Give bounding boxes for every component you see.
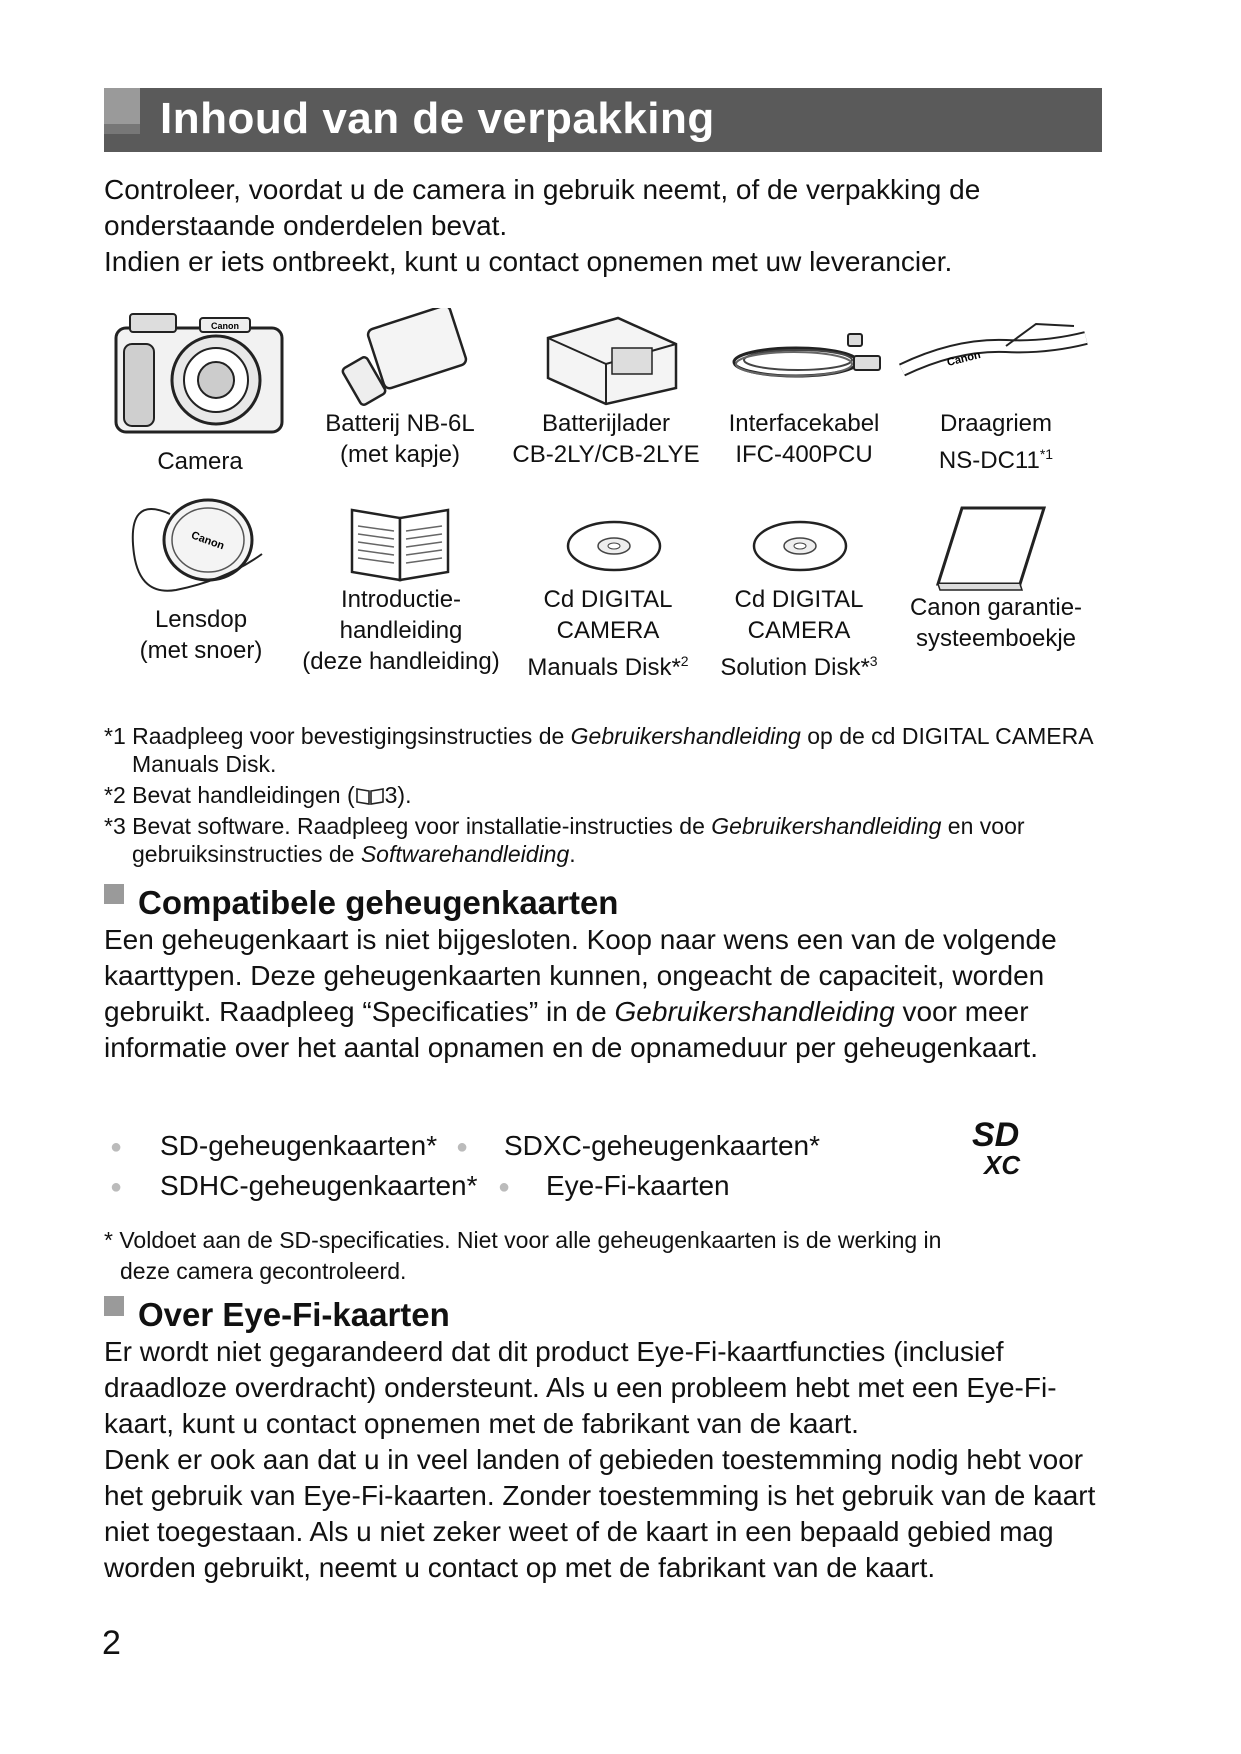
bullet-icon: ● <box>110 1136 123 1158</box>
strap-model: NS-DC11 <box>938 447 1040 474</box>
compat-heading <box>104 884 618 922</box>
eyefi-heading <box>104 1296 450 1334</box>
sdxc-logo-bottom: XC <box>984 1150 1021 1180</box>
card-type-item: SDHC-geheugenkaarten* <box>160 1170 478 1201</box>
footnote-1 <box>104 722 1114 778</box>
solution-disk-label-2: CAMERA <box>747 617 851 644</box>
footnote-3-text-mid: en voor gebruiksinstructies de <box>132 813 1025 867</box>
title-corner-shadow <box>104 124 140 134</box>
footnote-2-page-ref: 3). <box>384 782 412 808</box>
compat-paragraph-emphasis: Gebruikershandleiding <box>614 996 895 1027</box>
warranty-label-1: Canon garantie- <box>909 594 1083 621</box>
card-row <box>104 1130 1104 1170</box>
footnote-3-text: *3 Bevat software. Raadpleeg voor installatie-instructies de <box>104 813 712 839</box>
item-charger <box>508 308 704 470</box>
guide-label-2: handleiding <box>339 617 463 644</box>
page-title: Inhoud van de verpakking <box>160 94 715 143</box>
manuals-disk-footnote-ref: 2 <box>680 653 689 669</box>
compat-footnote <box>104 1225 1104 1287</box>
card-row <box>104 1170 1104 1210</box>
item-lenscap <box>116 484 286 666</box>
footnotes <box>104 722 1114 871</box>
compat-paragraph <box>104 922 1104 1066</box>
footnote-3-emphasis-2: Softwarehandleiding <box>360 841 570 867</box>
lenscap-brand-label: Canon <box>189 529 226 553</box>
item-manuals-disk <box>510 500 706 683</box>
cable-illustration <box>716 308 892 408</box>
footnote-1-text: *1 Raadpleeg voor bevestigingsinstructies de <box>104 723 571 749</box>
footnote-2-text: *2 Bevat handleidingen ( <box>104 782 355 808</box>
lenscap-label-1: Lensdop <box>154 606 248 633</box>
card-type-item: SDXC-geheugenkaarten* <box>504 1130 820 1161</box>
item-battery <box>310 308 490 470</box>
guide-illustration <box>296 500 506 584</box>
cable-label-1: Interfacekabel <box>728 410 880 437</box>
solution-disk-label-3 <box>704 646 894 683</box>
camera-brand-label: Canon <box>211 321 239 331</box>
item-solution-disk <box>704 500 894 683</box>
footnote-3 <box>104 812 1114 868</box>
footnote-1-emphasis: Gebruikershandleiding <box>570 723 801 749</box>
compat-paragraph-text-end: voor meer informatie over het aantal opnamen en de opnameduur per geheugenkaart. <box>104 996 1038 1063</box>
bullet-icon: ● <box>498 1176 511 1198</box>
camera-illustration <box>110 308 290 438</box>
guide-label-3: (deze handleiding) <box>302 648 500 675</box>
manuals-disk-illustration <box>510 500 706 584</box>
strap-brand-label: Canon <box>945 348 982 369</box>
charger-label-2: CB-2LY/CB-2LYE <box>512 441 700 468</box>
eyefi-paragraph-1: Er wordt niet gegarandeerd dat dit product Eye-Fi-kaartfuncties (inclusief draadloze overdracht) ondersteunt. Als u een probleem hebt met een Eye-Fi-kaart, kunt u contact opnemen met de fabrikant van de kaart. <box>104 1336 1057 1439</box>
card-type-item: SD-geheugenkaarten* <box>160 1130 438 1161</box>
item-strap <box>896 308 1096 476</box>
title-corner-mark <box>104 88 140 124</box>
bullet-icon: ● <box>110 1176 123 1198</box>
battery-label-2: (met kapje) <box>339 441 461 468</box>
solution-disk-name: Solution Disk* <box>720 654 870 681</box>
book-icon <box>355 786 385 806</box>
footnote-1-text-end: op de cd DIGITAL CAMERA Manuals Disk. <box>132 723 1093 777</box>
title-bar <box>104 88 1102 152</box>
manuals-disk-label-2: CAMERA <box>556 617 660 644</box>
bullet-icon: ● <box>456 1136 469 1158</box>
charger-illustration <box>508 308 704 408</box>
warranty-label-2: systeemboekje <box>915 625 1077 652</box>
card-type-list <box>104 1130 1104 1210</box>
strap-footnote-ref: *1 <box>1039 446 1054 462</box>
item-guide <box>296 500 506 677</box>
section-marker-icon <box>104 1296 124 1316</box>
intro-line: onderstaande onderdelen bevat. <box>104 210 508 241</box>
compat-footnote-line-2: deze camera gecontroleerd. <box>120 1258 407 1284</box>
strap-label-1: Draagriem <box>939 410 1053 437</box>
cable-label-2: IFC-400PCU <box>735 441 873 468</box>
footnote-3-emphasis-1: Gebruikershandleiding <box>711 813 942 839</box>
solution-disk-footnote-ref: 3 <box>869 653 878 669</box>
footnote-2 <box>104 781 1114 809</box>
warranty-booklet-illustration <box>896 500 1096 592</box>
solution-disk-label-1: Cd DIGITAL <box>734 586 864 613</box>
sdxc-logo-top: SD <box>972 1116 1020 1154</box>
manuals-disk-label-1: Cd DIGITAL <box>543 586 673 613</box>
lenscap-label-2: (met snoer) <box>139 637 263 664</box>
compat-heading-text: Compatibele geheugenkaarten <box>138 884 619 921</box>
item-camera <box>110 308 290 477</box>
strap-label-2 <box>896 439 1096 476</box>
strap-illustration <box>896 308 1096 408</box>
intro-line: Controleer, voordat u de camera in gebruik neemt, of de verpakking de <box>104 174 981 205</box>
eyefi-heading-text: Over Eye-Fi-kaarten <box>138 1296 450 1333</box>
battery-label-1: Batterij NB-6L <box>325 410 475 437</box>
footnote-3-text-end: . <box>569 841 576 867</box>
section-marker-icon <box>104 884 124 904</box>
manuals-disk-name: Manuals Disk* <box>527 654 681 681</box>
intro-text <box>104 172 1104 280</box>
camera-label: Camera <box>157 448 243 475</box>
sdxc-logo <box>964 1114 1074 1180</box>
card-type-item: Eye-Fi-kaarten <box>546 1170 730 1201</box>
compat-footnote-line-1: * Voldoet aan de SD-specificaties. Niet voor alle geheugenkaarten is de werking in <box>104 1227 942 1253</box>
page-number: 2 <box>102 1624 121 1662</box>
lenscap-illustration <box>116 484 286 604</box>
intro-line: Indien er iets ontbreekt, kunt u contact opnemen met uw leverancier. <box>104 246 953 277</box>
compat-paragraph-text: Een geheugenkaart is niet bijgesloten. Koop naar wens een van de volgende kaarttypen. Deze geheugenkaarten kunnen, ongeacht de capaciteit, worden gebruikt. Raadpleeg “Specificaties” in de <box>104 924 1057 1027</box>
eyefi-paragraph-2: Denk er ook aan dat u in veel landen of gebieden toestemming nodig hebt voor het gebruik van Eye-Fi-kaarten. Zonder toestemming is het gebruik van de kaart niet toegestaan. Als u niet zeker weet of de kaart in een bepaald gebied mag worden gebruikt, neemt u contact op met de fabrikant van de kaart. <box>104 1444 1096 1583</box>
guide-label-1: Introductie- <box>340 586 462 613</box>
manuals-disk-label-3 <box>510 646 706 683</box>
charger-label-1: Batterijlader <box>541 410 671 437</box>
item-cable <box>716 308 892 470</box>
solution-disk-illustration <box>704 500 894 584</box>
battery-illustration <box>310 308 490 408</box>
item-warranty <box>896 500 1096 654</box>
